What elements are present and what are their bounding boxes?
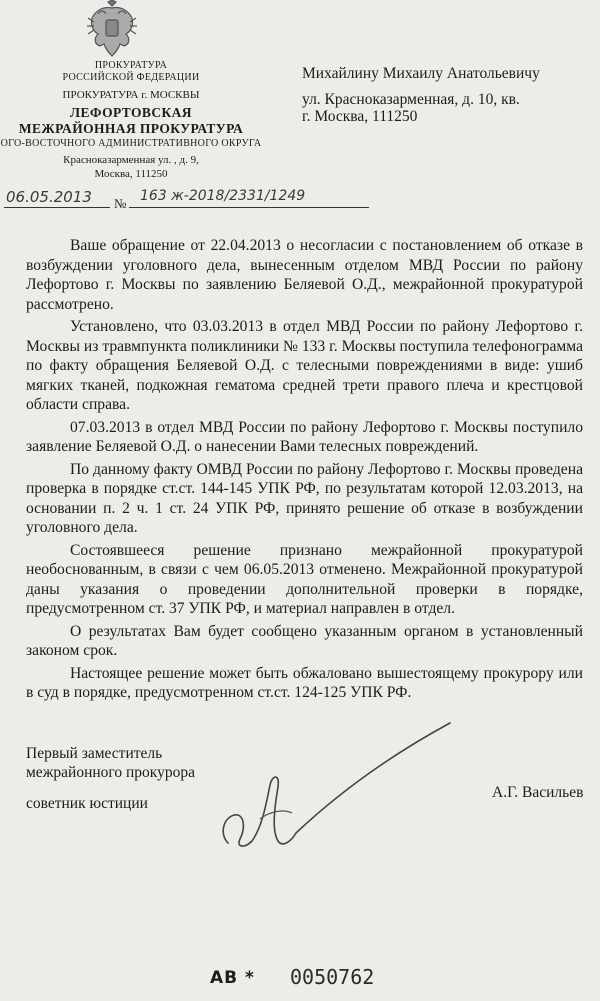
signatory-rank: советник юстиции: [26, 795, 148, 812]
letterhead-interdistrict: МЕЖРАЙОННАЯ ПРОКУРАТУРА: [18, 121, 244, 136]
recipient-address-city: г. Москва, 111250: [302, 108, 418, 125]
letterhead-district: ОГО-ВОСТОЧНОГО АДМИНИСТРАТИВНОГО ОКРУГА: [0, 138, 262, 149]
outgoing-number: 163 ж-2018/2331/1249: [140, 188, 306, 204]
letterhead-prosecutor: ПРОКУРАТУРА: [94, 60, 168, 71]
body-paragraph: Настоящее решение может быть обжаловано вышестоящему прокурору или в суд в порядке, предусмотренном ст.ст. 124-125 УПК РФ.: [26, 664, 583, 701]
handwritten-signature: [200, 715, 460, 865]
form-series: АВ *: [210, 968, 255, 988]
signatory-position-1: Первый заместитель: [26, 745, 163, 762]
recipient-name: Михайлину Михаилу Анатольевичу: [302, 65, 540, 82]
letterhead-moscow: ПРОКУРАТУРА г. МОСКВЫ: [62, 89, 200, 101]
number-label: №: [114, 196, 127, 211]
outgoing-date: 06.05.2013: [6, 188, 92, 206]
signatory-position-2: межрайонного прокурора: [26, 764, 195, 781]
letter-body: [26, 236, 583, 703]
body-paragraph: О результатах Вам будет сообщено указанным органом в установленный законом срок.: [26, 622, 583, 659]
letterhead-federation: РОССИЙСКОЙ ФЕДЕРАЦИИ: [62, 72, 200, 83]
coat-of-arms-icon: [84, 0, 140, 58]
signatory-name: А.Г. Васильев: [492, 784, 584, 801]
letterhead-address-street: Красноказарменная ул. , д. 9,: [63, 154, 199, 166]
date-underline: [4, 207, 110, 208]
form-serial-number: 0050762: [290, 965, 375, 989]
body-paragraph: Установлено, что 03.03.2013 в отдел МВД России по району Лефортово г. Москвы из травмпункта поликлиники № 133 г. Москвы поступила телефонограмма по факту обращения Беляевой О.Д. с телесными повреждениями в виде: ушиб мягких тканей, подкожная гематома средней трети правого плеча и крестцовой области справа.: [26, 318, 583, 413]
number-underline: [129, 207, 369, 208]
body-paragraph: По данному факту ОМВД России по району Лефортово г. Москвы проведена проверка в порядке ст.ст. 144-145 УПК РФ, по результатам которой 12.03.2013, на основании п. 2 ч. 1 ст. 24 УПК РФ, принято решение об отказе в возбуждении уголовного дела.: [26, 460, 583, 536]
body-paragraph: Ваше обращение от 22.04.2013 о несогласии с постановлением об отказе в возбуждении уголовного дела, вынесенным отделом МВД России по району Лефортово г. Москвы по заявлению Беляевой О.Д., межрайонной прокуратурой рассмотрено.: [26, 237, 583, 313]
letterhead-address-city: Москва, 111250: [94, 168, 168, 180]
body-paragraph: Состоявшееся решение признано межрайонной прокуратурой необоснованным, в связи с чем 06.05.2013 отменено. Межрайонной прокуратурой даны указания о проведении дополнительной проверки в порядке, предусмотренном ст. 37 УПК РФ, и материал направлен в отдел.: [26, 541, 583, 617]
recipient-address-street: ул. Красноказарменная, д. 10, кв.: [302, 91, 520, 108]
body-paragraph: 07.03.2013 в отдел МВД России по району Лефортово г. Москвы поступило заявление Беляевой О.Д. о нанесении Вами телесных повреждений.: [26, 418, 583, 455]
letterhead-lefortovo: ЛЕФОРТОВСКАЯ: [70, 105, 192, 120]
